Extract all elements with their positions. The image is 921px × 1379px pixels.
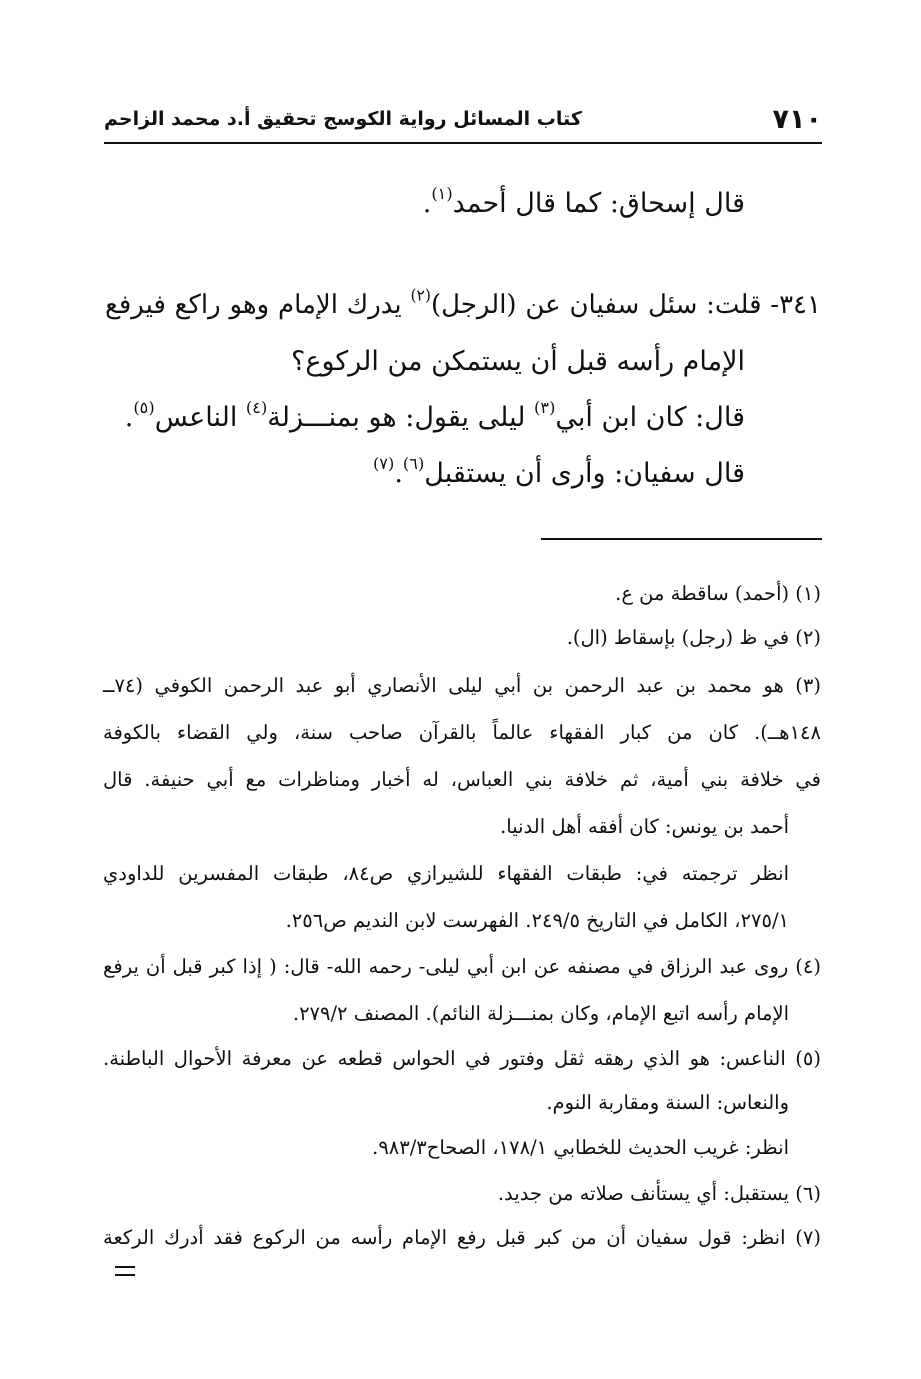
body-line-2: ٣٤١- قلت: سئل سفيان عن (الرجل)$^{(٢)}$ يدرك الإمام وهو راكع فيرفع — [105, 286, 821, 320]
footnote-3-line-4: أحمد بن يونس: كان أفقه أهل الدنيا. — [500, 815, 789, 838]
footnote-ref: (٧) — [372, 454, 395, 474]
footnote-2: (٢) في ظ (رجل) بإسقاط (ال). — [566, 626, 821, 649]
footnote-4-line-1: (٤) روى عبد الرزاق في مصنفه عن ابن أبي ليلى- رحمه الله- قال: ( إذا كبر قبل أن يرفع — [103, 955, 821, 978]
footnote-6: (٦) يستقبل: أي يستأنف صلاته من جديد. — [497, 1182, 821, 1205]
body-line-3: الإمام رأسه قبل أن يستمكن من الركوع؟ — [291, 346, 745, 377]
footnote-3-line-3: في خلافة بني أمية، ثم خلافة بني العباس، له أخبار ومناظرات مع أبي حنيفة. قال — [103, 768, 821, 791]
footnote-3-line-5: انظر ترجمته في: طبقات الفقهاء للشيرازي ص٨٤، طبقات المفسرين للداودي — [103, 862, 790, 885]
footnote-ref: (١) — [431, 184, 453, 204]
running-title: كتاب المسائل رواية الكوسج تحقيق أ.د محمد الزاحم — [104, 108, 582, 130]
footnote-5-line-3: انظر: غريب الحديث للخطابي ١٧٨/١، الصحاح٩٨٣/٣. — [372, 1136, 789, 1159]
body-line-1: قال إسحاق: كما قال أحمد$^{(١)}$. — [422, 184, 745, 219]
body-line-5: قال سفيان: وأرى أن يستقبل$^{(٦)}$.$^{(٧)}$ — [372, 454, 745, 489]
page-header — [104, 96, 822, 144]
footnote-4-line-2: الإمام رأسه اتبع الإمام، وكان بمنـــزلة النائم). المصنف ٢٧٩/٢. — [292, 1002, 789, 1025]
footnote-ref: (٥) — [133, 398, 155, 418]
footnote-7-line-1: (٧) انظر: قول سفيان أن من كبر قبل رفع الإمام رأسه من الركوع فقد أدرك الركعة — [103, 1226, 821, 1249]
page-number: ٧١٠ — [772, 103, 822, 135]
footnote-3-line-2: ١٤٨هــ). كان من كبار الفقهاء عالماً بالقرآن صاحب سنة، ولي القضاء بالكوفة — [103, 721, 821, 744]
footnote-1: (١) (أحمد) ساقطة من ع. — [615, 582, 821, 605]
footnote-5-line-1: (٥) الناعس: هو الذي رهقه ثقل وفتور في الحواس قطعه عن معرفة الأحوال الباطنة. — [103, 1047, 821, 1070]
footnote-ref: (٦) — [402, 454, 425, 474]
footnote-ref: (٢) — [410, 286, 432, 305]
footnote-ref: (٣) — [534, 398, 556, 418]
body-line-4: قال: كان ابن أبي$^{(٣)}$ ليلى يقول: هو بمنـــزلة$^{(٤)}$ الناعس$^{(٥)}$. — [124, 398, 745, 433]
footnote-3-line-6: ٢٧٥/١، الكامل في التاريخ ٢٤٩/٥. الفهرست لابن النديم ص٢٥٦. — [285, 909, 789, 932]
continuation-mark — [115, 1266, 135, 1276]
footnote-5-line-2: والنعاس: السنة ومقاربة النوم. — [546, 1091, 789, 1114]
footnote-ref: (٤) — [245, 398, 268, 418]
footnote-3-line-1: (٣) هو محمد بن عبد الرحمن بن أبي ليلى الأنصاري أبو عبد الرحمن الكوفي (٧٤ــ — [103, 674, 821, 697]
footnote-separator — [541, 538, 822, 540]
